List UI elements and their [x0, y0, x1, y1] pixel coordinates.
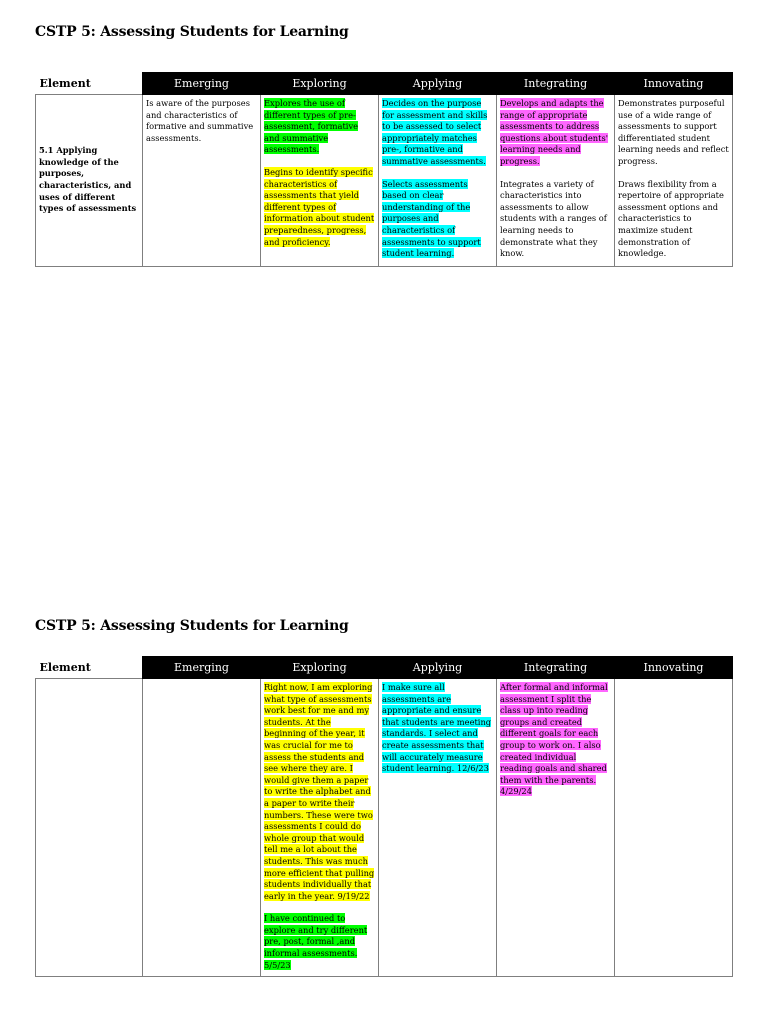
table-row	[36, 679, 733, 977]
exploring-text-1: Explores the use of different types of pre-assessment, formative and summative assessments.	[264, 98, 359, 155]
page-title-2: CSTP 5: Assessing Students for Learning	[35, 618, 349, 634]
exploring-reflection-2: I have continued to explore and try different pre, post, formal ,and informal assessments. 5/5/23	[264, 913, 368, 970]
applying-text-2: Selects assessments based on clear understanding of the purposes and characteristics of assessments to support student learning.	[382, 178, 481, 259]
applying-cell	[379, 679, 497, 977]
applying-text-1: Decides on the purpose for assessment and skills to be assessed to select appropriately matches pre-, formative and summative assessments.	[382, 98, 488, 166]
applying-cell	[379, 95, 497, 267]
applying-reflection: I make sure all assessments are appropriate and ensure that students are meeting standards. I select and create assessments that will accurately measure student learning. 12/6/23	[382, 682, 492, 774]
integrating-text-1: Develops and adapts the range of appropriate assessments to address questions about students' learning needs and progress.	[500, 98, 608, 166]
column-header-exploring: Exploring	[261, 73, 379, 95]
column-header-innovating: Innovating	[615, 657, 733, 679]
innovating-text-1: Demonstrates purposeful use of a wide range of assessments to support differentiated student learning needs and reflect progress.	[618, 98, 729, 166]
integrating-cell	[497, 95, 615, 267]
column-header-emerging: Emerging	[143, 73, 261, 95]
table-row	[36, 95, 733, 267]
innovating-cell	[615, 679, 733, 977]
rubric-table-1	[35, 72, 733, 267]
element-cell: 5.1 Applying knowledge of the purposes, characteristics, and uses of different types of assessments	[36, 95, 143, 267]
exploring-text-2: Begins to identify specific characteristics of assessments that yield different types of information about student preparedness, progress, and proficiency.	[264, 166, 375, 247]
column-header-integrating: Integrating	[497, 73, 615, 95]
exploring-cell	[261, 95, 379, 267]
element-cell	[36, 679, 143, 977]
exploring-reflection-1: Right now, I am exploring what type of assessments work best for me and my students. At the beginning of the year, it was crucial for me to assess the students and see where they are. I would give them a paper to write the alphabet and a paper to write their numbers. These were two assessments I could do whole group that would tell me a lot about the students. This was much more efficient that pulling students individually that early in the year. 9/19/22	[264, 682, 375, 901]
emerging-cell	[143, 679, 261, 977]
emerging-text: Is aware of the purposes and characteristics of formative and summative assessments.	[146, 98, 254, 143]
innovating-text-2: Draws flexibility from a repertoire of appropriate assessment options and characteristics to maximize student demonstration of knowledge.	[618, 178, 724, 259]
column-header-element: Element	[36, 73, 143, 95]
rubric-table-2	[35, 656, 733, 977]
integrating-text-2: Integrates a variety of characteristics into assessments to allow students with a ranges of learning needs to demonstrate what they know.	[500, 178, 607, 259]
page-title-1: CSTP 5: Assessing Students for Learning	[35, 24, 349, 40]
column-header-innovating: Innovating	[615, 73, 733, 95]
column-header-exploring: Exploring	[261, 657, 379, 679]
header-row	[36, 657, 733, 679]
innovating-cell	[615, 95, 733, 267]
column-header-element: Element	[36, 657, 143, 679]
column-header-emerging: Emerging	[143, 657, 261, 679]
column-header-integrating: Integrating	[497, 657, 615, 679]
header-row	[36, 73, 733, 95]
emerging-cell	[143, 95, 261, 267]
integrating-cell	[497, 679, 615, 977]
integrating-reflection: After formal and informal assessment I split the class up into reading groups and created different goals for each group to work on. I also created individual reading goals and shared them with the parents. 4/29/24	[500, 682, 608, 797]
column-header-applying: Applying	[379, 657, 497, 679]
column-header-applying: Applying	[379, 73, 497, 95]
exploring-cell	[261, 679, 379, 977]
